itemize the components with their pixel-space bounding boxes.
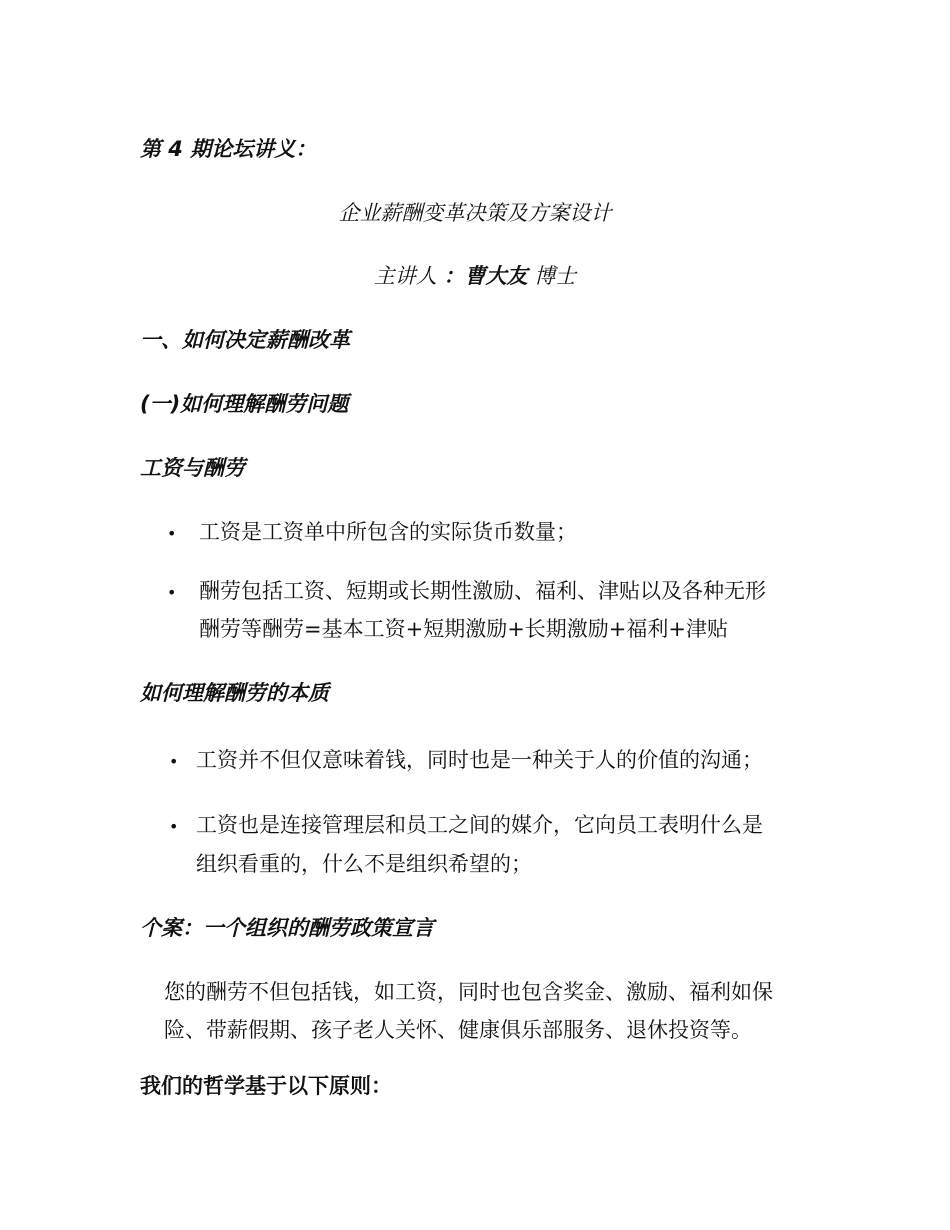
speaker-label: 主讲人 bbox=[373, 264, 437, 288]
list-item-line: 组织看重的，什么不是组织希望的； bbox=[196, 852, 532, 876]
list-item-line: 工资也是连接管理层和员工之间的媒介，它向员工表明什么是 bbox=[196, 813, 763, 837]
list-item-line: 酬劳包括工资、短期或长期性激励、福利、津贴以及各种无形 bbox=[199, 579, 766, 603]
document-title: 企业薪酬变革决策及方案设计 bbox=[338, 201, 612, 225]
speaker-separator: ： bbox=[443, 264, 465, 288]
subsection-heading: (一)如何理解酬劳问题 bbox=[140, 392, 349, 416]
topic-heading-wages: 工资与酬劳 bbox=[140, 456, 245, 480]
list-item: 工资并不但仅意味着钱，同时也是一种关于人的价值的沟通； bbox=[196, 748, 763, 772]
bullet-icon: • bbox=[169, 752, 179, 771]
speaker-line bbox=[0, 266, 950, 287]
bullet-icon: • bbox=[167, 524, 177, 543]
speaker-title: 博士 bbox=[534, 264, 577, 288]
bullet-icon: • bbox=[169, 817, 179, 836]
list-item-line: 酬劳等酬劳=基本工资+短期激励+长期激励+福利+津贴 bbox=[199, 617, 728, 641]
section-heading: 一、如何决定薪酬改革 bbox=[140, 328, 350, 352]
principle-heading: 我们的哲学基于以下原则： bbox=[140, 1074, 392, 1098]
lecture-heading: 第 4 期论坛讲义： bbox=[140, 137, 317, 161]
speaker-name: 曹大友 bbox=[464, 264, 528, 288]
topic-heading-essence: 如何理解酬劳的本质 bbox=[140, 681, 329, 705]
case-paragraph-line: 险、带薪假期、孩子老人关怀、健康俱乐部服务、退休投资等。 bbox=[164, 1018, 752, 1042]
case-paragraph-line: 您的酬劳不但包括钱，如工资，同时也包含奖金、激励、福利如保 bbox=[164, 980, 773, 1004]
bullet-icon: • bbox=[167, 583, 177, 602]
list-item: 工资是工资单中所包含的实际货币数量； bbox=[199, 520, 577, 544]
case-heading: 个案：一个组织的酬劳政策宣言 bbox=[140, 916, 434, 940]
